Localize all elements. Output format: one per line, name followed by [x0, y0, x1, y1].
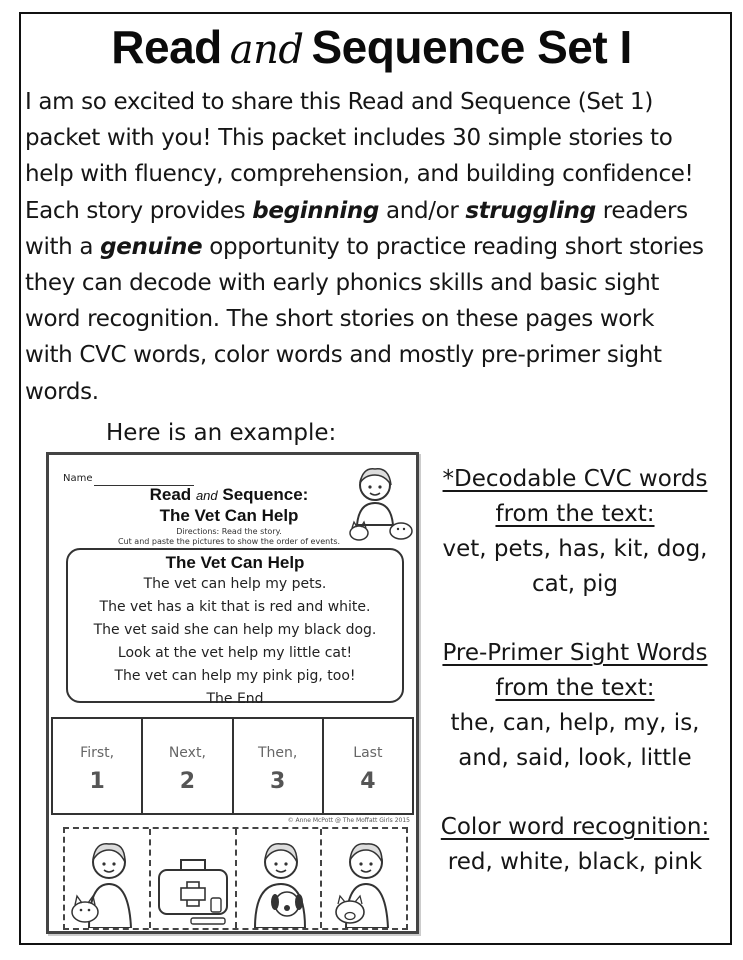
- color-words: red, white, black, pink: [447, 849, 703, 875]
- cvc-words-block: [430, 462, 720, 602]
- color-words-heading: Color word recognition:: [440, 814, 710, 840]
- sequence-word: Last: [353, 745, 383, 761]
- sight-words-heading: Pre-Primer Sight Words: [442, 640, 708, 666]
- worksheet-subtitle: The Vet Can Help: [159, 506, 299, 525]
- vet-with-pets-illustration: [345, 463, 415, 543]
- intro-line: packet with you! This packet includes 30 simple stories to: [25, 125, 673, 152]
- sight-words: the, can, help, my, is,: [450, 710, 700, 736]
- emphasis-genuine: genuine: [100, 233, 203, 260]
- vet-with-dog-image: [239, 832, 319, 928]
- sequence-box-next: [143, 719, 233, 813]
- title-read: Read: [111, 21, 222, 73]
- intro-line: word recognition. The short stories on these pages work: [25, 306, 655, 333]
- picture-vet-with-cat: [65, 829, 151, 928]
- cvc-heading: *Decodable CVC words: [442, 466, 708, 492]
- copyright-note: © Anne McPott @ The Moffatt Girls 2015: [287, 817, 410, 824]
- intro-line: [25, 229, 730, 265]
- intro-paragraph: [25, 84, 730, 410]
- word-lists: [430, 462, 720, 880]
- sight-words-heading: from the text:: [495, 675, 655, 701]
- title-and: and: [229, 27, 304, 73]
- worksheet-preview: [46, 452, 419, 934]
- example-label: Here is an example:: [106, 420, 337, 446]
- intro-text: opportunity to practice reading short stories: [202, 233, 704, 260]
- sight-words: and, said, look, little: [458, 745, 692, 771]
- intro-line: I am so excited to share this Read and Sequence (Set 1): [25, 89, 653, 115]
- intro-text: and/or: [379, 197, 466, 224]
- sequence-number: 2: [179, 769, 196, 794]
- intro-line: they can decode with early phonics skills and basic sight: [25, 270, 660, 297]
- sequence-box-then: [234, 719, 324, 813]
- vet-kit-image: [151, 848, 235, 928]
- cvc-heading: from the text:: [495, 501, 655, 527]
- intro-text: Each story provides: [25, 197, 253, 224]
- cvc-words: cat, pig: [532, 571, 618, 597]
- story-line: Look at the vet help my little cat!: [117, 645, 353, 661]
- sequence-box-first: [53, 719, 143, 813]
- vet-with-cat-image: [67, 832, 147, 928]
- story-line: The vet can help my pink pig, too!: [114, 668, 356, 684]
- emphasis-beginning: beginning: [252, 197, 380, 224]
- worksheet-title-and: and: [195, 488, 218, 503]
- cut-and-paste-pictures: [63, 827, 408, 930]
- intro-line: help with fluency, comprehension, and building confidence!: [25, 161, 694, 188]
- story-box: [66, 548, 404, 707]
- story-title: The Vet Can Help: [165, 553, 305, 572]
- story-line: The vet has a kit that is red and white.: [99, 599, 371, 615]
- worksheet-title-sequence: Sequence:: [222, 485, 309, 504]
- picture-vet-with-dog: [237, 829, 323, 928]
- worksheet-title: [109, 485, 349, 526]
- intro-text: readers: [595, 197, 688, 224]
- directions-line: Cut and paste the pictures to show the order of events.: [117, 537, 341, 546]
- cvc-words: vet, pets, has, kit, dog,: [442, 536, 708, 562]
- sequence-number: 3: [269, 769, 286, 794]
- story-line: The vet can help my pets.: [143, 576, 327, 592]
- story-line: The vet said she can help my black dog.: [93, 622, 377, 638]
- sequence-number: 1: [89, 769, 105, 794]
- sight-words-block: [430, 636, 720, 776]
- sequence-word: First,: [80, 745, 115, 761]
- intro-line: words.: [25, 378, 99, 405]
- sequence-word: Next,: [168, 745, 206, 761]
- intro-line: with CVC words, color words and mostly pre-primer sight: [25, 342, 662, 369]
- color-words-block: [430, 810, 720, 880]
- worksheet-title-read: Read: [149, 485, 192, 504]
- picture-vet-kit: [151, 829, 237, 928]
- sequence-number: 4: [360, 769, 376, 794]
- title-rest: Sequence Set I: [311, 21, 632, 73]
- intro-line: [25, 193, 730, 229]
- directions-line: Directions: Read the story.: [176, 527, 282, 536]
- sequence-word: Then,: [257, 745, 298, 761]
- picture-vet-with-pig: [322, 829, 406, 928]
- emphasis-struggling: struggling: [465, 197, 596, 224]
- worksheet-directions: [109, 527, 349, 547]
- intro-text: with a: [25, 233, 101, 260]
- story-line: The End: [206, 691, 264, 707]
- name-label: Name: [63, 473, 93, 484]
- vet-with-pig-image: [324, 832, 404, 928]
- page-title: [0, 20, 743, 74]
- sequence-box-last: [324, 719, 412, 813]
- sequence-boxes: [51, 717, 414, 815]
